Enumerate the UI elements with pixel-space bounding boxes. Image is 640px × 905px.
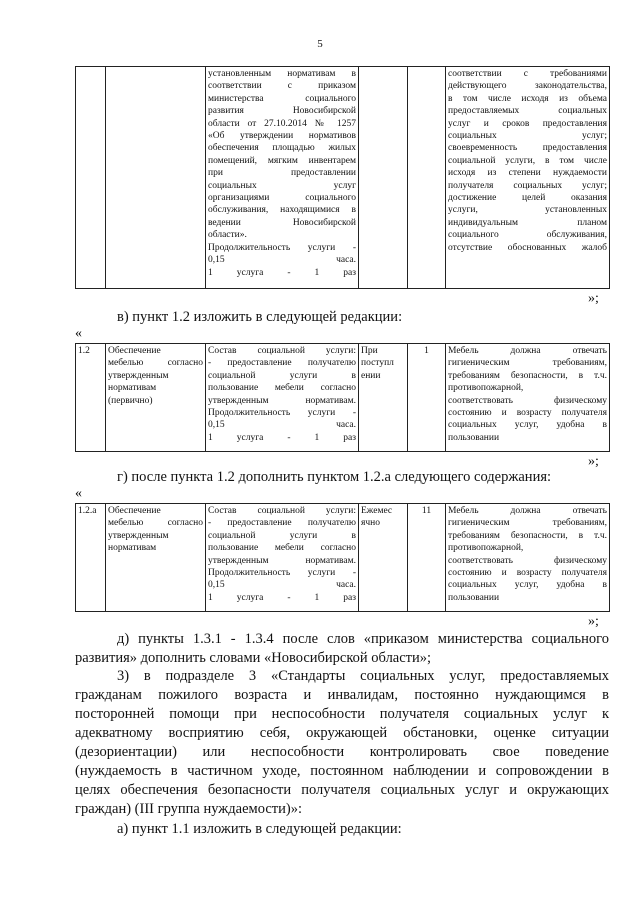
- cell-line: утвержденным нормативам.: [208, 555, 356, 566]
- cell-line: получателя социальных услуг;: [448, 180, 607, 191]
- cell-line: услуги, установленных: [448, 205, 607, 216]
- paragraph-d: [75, 630, 609, 668]
- cell-line: 1 услуга - 1 раз: [208, 432, 356, 443]
- cell-line: (первично): [108, 395, 153, 406]
- paragraph-v: в) пункт 1.2 изложить в следующей редакции:: [117, 309, 403, 325]
- cell-line: ении: [361, 370, 381, 381]
- cell-line: ведении Новосибирской: [208, 217, 356, 228]
- cell-service-name: [106, 67, 206, 289]
- cell-line: 0,15 часа.: [208, 580, 356, 591]
- paragraph-3-line: (дезориентации) или неспособности контролировать свое поведение: [75, 744, 609, 760]
- cell-line: установленным нормативам в: [208, 69, 356, 79]
- paragraph-g: г) после пункта 1.2 дополнить пунктом 1.2.а следующего содержания:: [117, 469, 552, 485]
- closing-quote: »;: [588, 291, 599, 306]
- cell-line: социального обслуживания,: [448, 230, 607, 241]
- cell-line: 0,15 часа.: [208, 255, 356, 266]
- paragraph-3-line: (нуждаемость в частичном уходе, постоянном наблюдении и сопровождении в: [75, 763, 609, 779]
- cell-line: соответствовать физическому: [448, 395, 607, 406]
- cell-line: социальных услуг, удобна в: [448, 580, 607, 591]
- paragraph-3-line: гражданам пожилого возраста и инвалидам, постоянно нуждающимся в: [75, 687, 609, 703]
- cell-line: 1 услуга - 1 раз: [208, 592, 356, 603]
- cell-line: пользование мебели согласно: [208, 383, 356, 394]
- service-count: 11: [408, 504, 446, 612]
- paragraph-3-line: адекватному восприятию себя, окружающей обстановки, оценке ситуации: [75, 725, 609, 741]
- cell-line: противопожарной,: [448, 383, 524, 394]
- cell-line: соответствии с приказом: [208, 81, 356, 92]
- service-name: [106, 504, 206, 612]
- cell-line: поступл: [361, 358, 394, 369]
- cell-line: министерства социального: [208, 93, 356, 104]
- service-frequency: [359, 504, 408, 612]
- cell-line: отсутствие обоснованных жалоб: [448, 242, 607, 253]
- closing-quote: »;: [588, 614, 599, 629]
- cell-line: При: [361, 346, 378, 356]
- service-description: [206, 504, 359, 612]
- cell-line: Продолжительность услуги -: [208, 568, 356, 579]
- closing-quote: »;: [588, 454, 599, 469]
- cell-line: состоянию и возрасту получателя: [448, 568, 607, 579]
- cell-line: области».: [208, 230, 247, 241]
- cell-line: социальной услуги, в том числе: [448, 155, 607, 166]
- cell-line: «Об утверждении нормативов: [208, 131, 356, 142]
- paragraph-3-line: 3) в подразделе 3 «Стандарты социальных услуг, предоставляемых: [117, 668, 609, 684]
- opening-quote: «: [75, 486, 82, 501]
- cell-line: социальной услуги в: [208, 370, 356, 381]
- quality-lines: [448, 68, 607, 254]
- cell-line: области от 27.10.2014 № 1257: [208, 118, 356, 129]
- cell-line: Обеспечение: [108, 346, 161, 356]
- paragraph-d-line: развития» дополнить словами «Новосибирской области»;: [75, 650, 432, 666]
- cell-line: ячно: [361, 518, 380, 529]
- cell-line: гигиеническим требованиям,: [448, 518, 607, 529]
- paragraph-3: [75, 667, 609, 819]
- item-number: 1.2: [76, 344, 106, 452]
- page-number: 5: [317, 38, 323, 50]
- cell-line: социальных услуг;: [448, 131, 607, 142]
- cell-line: своевременность предоставления: [448, 143, 607, 154]
- cell-count: [408, 67, 446, 289]
- cell-line: Состав социальной услуги:: [208, 506, 356, 516]
- opening-quote: «: [75, 326, 82, 341]
- cell-line: помещений, мягким инвентарем: [208, 155, 356, 166]
- paragraph-3-line: посторонней помощи при неспособности получателя социальных услуг к: [75, 706, 609, 722]
- cell-line: пользовании: [448, 592, 500, 603]
- cell-line: утвержденным: [108, 370, 169, 381]
- paragraph-3-line: граждан) (III группа нуждаемости)»:: [75, 801, 302, 817]
- cell-line: достижение целей оказания: [448, 193, 607, 204]
- cell-line: мебелью согласно: [108, 518, 203, 529]
- cell-line: Ежемес: [361, 506, 393, 516]
- cell-line: Продолжительность услуги -: [208, 242, 356, 253]
- cell-line: Состав социальной услуги:: [208, 346, 356, 356]
- cell-line: Продолжительность услуги -: [208, 408, 356, 419]
- service-frequency: [359, 344, 408, 452]
- description-lines: [208, 68, 356, 279]
- service-quality: [446, 504, 610, 612]
- cell-line: индивидуальным планом: [448, 217, 607, 228]
- cell-line: гигиеническим требованиям,: [448, 358, 607, 369]
- cell-line: мебелью согласно: [108, 358, 203, 369]
- cell-line: при предоставлении: [208, 168, 356, 179]
- cell-line: организациями социального: [208, 193, 356, 204]
- cell-line: обеспечения площадью жилых: [208, 143, 356, 154]
- cell-line: обслуживания, находящимися в: [208, 205, 356, 216]
- cell-frequency: [359, 67, 408, 289]
- cell-line: - предоставление получателю: [208, 358, 356, 369]
- cell-line: утвержденным нормативам.: [208, 395, 356, 406]
- cell-line: 1 услуга - 1 раз: [208, 267, 356, 278]
- cell-num: [76, 67, 106, 289]
- cell-line: действующего законодательства,: [448, 81, 607, 92]
- cell-line: в том числе исходя из объема: [448, 93, 607, 104]
- cell-quality: [446, 67, 610, 289]
- cell-description: [206, 67, 359, 289]
- service-name: [106, 344, 206, 452]
- cell-line: Мебель должна отвечать: [448, 346, 607, 356]
- cell-line: пользовании: [448, 432, 500, 443]
- service-quality: [446, 344, 610, 452]
- cell-line: противопожарной,: [448, 543, 524, 554]
- cell-line: предоставляемых социальных: [448, 106, 607, 117]
- cell-line: - предоставление получателю: [208, 518, 356, 529]
- cell-line: пользование мебели согласно: [208, 543, 356, 554]
- cell-line: требованиям безопасности, в т.ч.: [448, 370, 607, 381]
- cell-line: нормативам: [108, 383, 157, 394]
- cell-line: соответствовать физическому: [448, 555, 607, 566]
- cell-line: требованиям безопасности, в т.ч.: [448, 530, 607, 541]
- cell-line: нормативам: [108, 543, 157, 554]
- service-description: [206, 344, 359, 452]
- cell-line: соответствии с требованиями: [448, 69, 607, 79]
- cell-line: развития Новосибирской: [208, 106, 356, 117]
- cell-line: состоянию и возрасту получателя: [448, 408, 607, 419]
- cell-line: социальной услуги в: [208, 530, 356, 541]
- cell-line: исходя из степени нуждаемости: [448, 168, 607, 179]
- table-continuation: [75, 66, 610, 289]
- paragraph-3-line: целях обеспечения безопасности получателя социальных услуг и окружающих: [75, 782, 609, 798]
- cell-line: социальных услуг, удобна в: [448, 420, 607, 431]
- table-item-1-2-a: [75, 503, 610, 612]
- cell-line: Обеспечение: [108, 506, 161, 516]
- cell-line: услуг и сроков предоставления: [448, 118, 607, 129]
- table-item-1-2: [75, 343, 610, 452]
- cell-line: Мебель должна отвечать: [448, 506, 607, 516]
- cell-line: утвержденным: [108, 530, 169, 541]
- service-count: 1: [408, 344, 446, 452]
- paragraph-a: а) пункт 1.1 изложить в следующей редакции:: [117, 821, 402, 837]
- cell-line: социальных услуг: [208, 180, 356, 191]
- paragraph-d-line: д) пункты 1.3.1 - 1.3.4 после слов «приказом министерства социального: [117, 631, 609, 647]
- item-number: 1.2.а: [76, 504, 106, 612]
- cell-line: 0,15 часа.: [208, 420, 356, 431]
